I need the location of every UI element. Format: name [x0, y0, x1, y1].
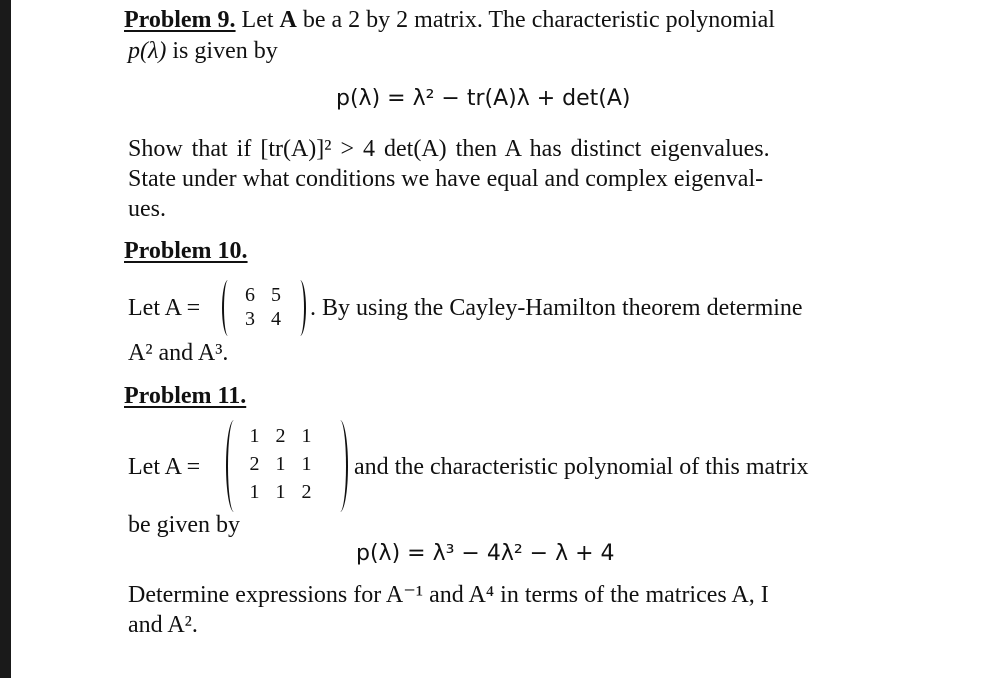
problem-9-polynomial-symbol: p(λ): [128, 38, 167, 64]
matrix-cell: 1: [249, 481, 260, 503]
problem-11-heading: Problem 11.: [124, 383, 247, 409]
matrix-cell: 1: [301, 453, 312, 475]
problem-9-line-1: [124, 5, 775, 35]
left-edge-bar: [0, 0, 11, 678]
problem-10-heading: Problem 10.: [124, 238, 248, 264]
problem-11-matrix: [248, 424, 313, 504]
problem-11-given-by: be given by: [128, 512, 240, 538]
problem-10-matrix: [244, 283, 282, 331]
problem-11-left-paren: [226, 420, 242, 512]
problem-9-intro-post: be a 2 by 2 matrix. The characteristic polynomial: [302, 7, 775, 33]
matrix-cell: 2: [249, 453, 260, 475]
problem-10-right-paren: [294, 280, 306, 336]
problem-9-show-line-1: Show that if [tr(A)]² > 4 det(A) then A has distinct eigenvalues.: [128, 136, 770, 162]
problem-9-show-line-2: State under what conditions we have equal and complex eigenval-: [128, 166, 764, 192]
problem-9-equation: p(λ) = λ² − tr(A)λ + det(A): [336, 86, 631, 111]
matrix-cell: 3: [245, 308, 255, 330]
matrix-cell: 1: [275, 453, 286, 475]
matrix-cell: 1: [301, 425, 312, 447]
matrix-cell: 4: [271, 308, 281, 330]
problem-11-let-label: Let A =: [128, 454, 201, 480]
problem-9-line-2-text: is given by: [172, 38, 278, 64]
problem-10-let-label: Let A =: [128, 295, 201, 321]
problem-9-heading: Problem 9.: [124, 7, 236, 33]
matrix-cell: 1: [249, 425, 260, 447]
matrix-cell: 2: [275, 425, 286, 447]
problem-11-after-matrix: and the characteristic polynomial of this matrix: [354, 454, 809, 480]
problem-9-show-line-3: ues.: [128, 196, 166, 222]
matrix-cell: 2: [301, 481, 312, 503]
problem-10-after-matrix: . By using the Cayley-Hamilton theorem determine: [310, 295, 803, 321]
problem-9-matrix-symbol: A: [279, 7, 297, 33]
matrix-cell: 5: [271, 284, 281, 306]
matrix-cell: 6: [245, 284, 255, 306]
problem-10-line-2: A² and A³.: [128, 340, 229, 366]
problem-10-left-paren: [222, 280, 234, 336]
problem-11-right-paren: [332, 420, 348, 512]
problem-11-equation: p(λ) = λ³ − 4λ² − λ + 4: [356, 541, 615, 566]
matrix-cell: 1: [275, 481, 286, 503]
problem-9-line-2: [128, 36, 278, 66]
problem-11-determine-line-2: and A².: [128, 612, 198, 638]
problem-11-determine-line-1: Determine expressions for A⁻¹ and A⁴ in terms of the matrices A, I: [128, 582, 769, 608]
problem-9-intro-pre: Let: [241, 7, 274, 33]
